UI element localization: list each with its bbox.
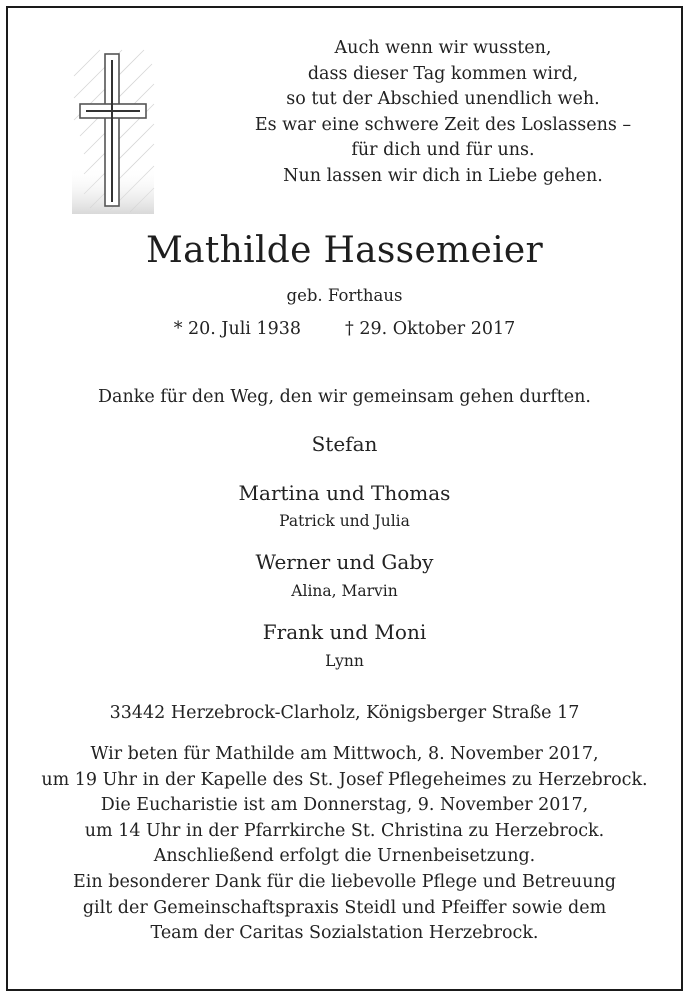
thanks-line: Danke für den Weg, den wir gemeinsam gehen durften. xyxy=(98,387,591,407)
service-info xyxy=(8,742,681,947)
poem-line: Auch wenn wir wussten, xyxy=(334,38,552,58)
poem-line: dass dieser Tag kommen wird, xyxy=(307,63,579,84)
service-line: Team der Caritas Sozialstation Herzebrock. xyxy=(150,923,539,944)
service-line: um 19 Uhr in der Kapelle des St. Josef Pflegeheimes zu Herzebrock. xyxy=(41,769,648,790)
poem-line: für dich und für uns. xyxy=(351,140,535,161)
family-member: Werner und Gaby xyxy=(255,550,434,574)
service-line: Die Eucharistie ist am Donnerstag, 9. November 2017, xyxy=(100,795,589,816)
life-dates xyxy=(8,319,681,339)
poem xyxy=(208,36,678,190)
deceased-name: Mathilde Hassemeier xyxy=(145,230,544,271)
poem-line: Es war eine schwere Zeit des Loslassens – xyxy=(254,114,632,135)
address: 33442 Herzebrock-Clarholz, Königsberger Straße 17 xyxy=(109,703,580,723)
family-children: Alina, Marvin xyxy=(291,582,398,600)
poem-line: so tut der Abschied unendlich weh. xyxy=(286,89,600,110)
family-member: Stefan xyxy=(311,432,378,456)
family-children: Patrick und Julia xyxy=(279,512,410,530)
service-line: Ein besonderer Dank für die liebevolle Pflege und Betreuung xyxy=(73,871,616,892)
family-member: Martina und Thomas xyxy=(238,481,451,505)
birth-name: geb. Forthaus xyxy=(286,286,403,305)
obituary-notice xyxy=(6,6,683,991)
poem-line: Nun lassen wir dich in Liebe gehen. xyxy=(283,165,603,186)
service-line: gilt der Gemeinschaftspraxis Steidl und Pfeiffer sowie dem xyxy=(82,897,607,918)
service-line: Wir beten für Mathilde am Mittwoch, 8. November 2017, xyxy=(90,744,599,764)
family-children: Lynn xyxy=(325,652,364,670)
birth-date: * 20. Juli 1938 xyxy=(173,319,302,339)
cross-icon xyxy=(70,46,156,216)
family-member: Frank und Moni xyxy=(262,620,427,644)
death-date: † 29. Oktober 2017 xyxy=(345,319,516,339)
service-line: Anschließend erfolgt die Urnenbeisetzung. xyxy=(153,846,536,867)
service-line: um 14 Uhr in der Pfarrkirche St. Christina zu Herzebrock. xyxy=(84,820,605,841)
